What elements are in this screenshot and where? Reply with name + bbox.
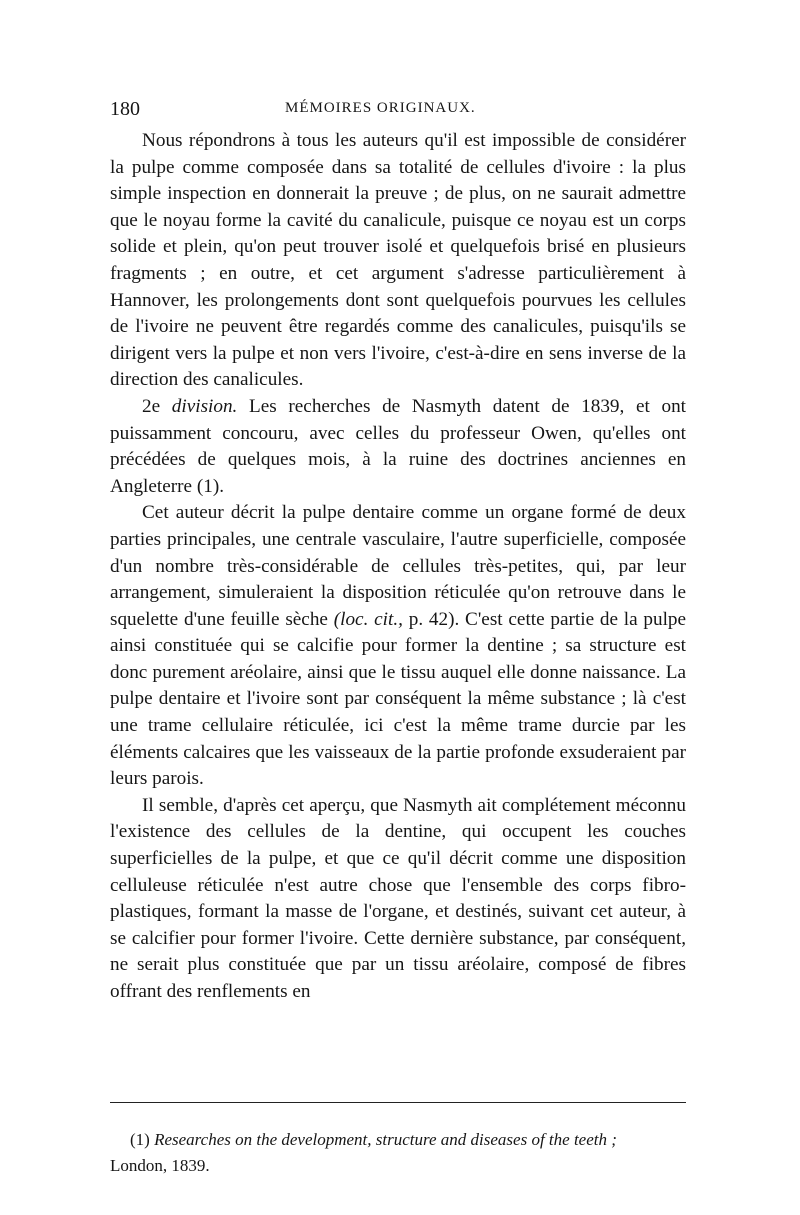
paragraph-4: Il semble, d'après cet aperçu, que Nasmyth ait complétement méconnu l'existence des cellules de la dentine, qui occupent les couches superficielles de la pulpe, et que ce qu'il décrit comme une disposition celluleuse réticulée n'est autre chose que l'ensemble des corps fibro-plastiques, formant la masse de l'organe, et destinés, suivant cet auteur, à se calcifier pour former l'ivoire. Cette dernière substance, par conséquent, ne serait plus constituée que par un tissu aréolaire, composé de fibres offrant des renflements en	[110, 794, 686, 1002]
footnote-marker: (1)	[130, 1130, 150, 1149]
division-number: 2e	[142, 395, 161, 417]
page-header	[110, 98, 680, 128]
footnote	[110, 1127, 690, 1179]
page-number: 180	[110, 98, 140, 120]
running-title: MÉMOIRES ORIGINAUX.	[285, 100, 476, 116]
division-label: division.	[171, 395, 238, 417]
paragraph-2-text: Les recherches de Nasmyth datent de 1839, et ont puissamment concouru, avec celles du professeur Owen, qu'elles ont précédées de quelques mois, à la ruine des doctrines anciennes en Angleterre (1).	[110, 395, 686, 497]
paragraph-2	[110, 394, 686, 500]
main-text	[110, 128, 686, 1006]
footnote-place-date: London, 1839.	[110, 1156, 210, 1175]
footnote-title: Researches on the development, structure and diseases of the teeth ;	[154, 1130, 617, 1149]
paragraph-3-rest: p. 42). C'est cette partie de la pulpe ainsi constituée qui se calcifie pour former la dentine ; sa structure est donc purement aréolaire, ainsi que le tissu auquel elle donne naissance. La pulpe dentaire et l'ivoire sont par conséquent la même substance ; là c'est une trame cellulaire réticulée, ici c'est la même trame durcie par les éléments calcaires que les vaisseaux de la partie profonde exsuderaient par leurs parois.	[110, 608, 687, 790]
paragraph-1: Nous répondrons à tous les auteurs qu'il est impossible de considérer la pulpe comme composée dans sa totalité de cellules d'ivoire : la plus simple inspection en donnerait la preuve ; de plus, on ne saurait admettre que le noyau forme la cavité du canalicule, puisque ce noyau est un corps solide et plein, qu'on peut trouver isolé et quelquefois brisé en plusieurs fragments ; en outre, et cet argument s'adresse particulièrement à Hannover, les prolongements dont sont quelquefois pourvues les cellules de l'ivoire ne peuvent être regardés comme des canalicules, puisqu'ils se dirigent vers la pulpe et non vers l'ivoire, c'est-à-dire en sens inverse de la direction des canalicules.	[110, 130, 686, 391]
paragraph-3	[110, 500, 686, 793]
footnote-rule	[110, 1102, 686, 1103]
citation: (loc. cit.,	[333, 608, 403, 630]
paragraph-3-main: Cet auteur décrit la pulpe dentaire comme un organe formé de deux parties principales, une centrale vasculaire, l'autre superficielle, composée d'un nombre très-considérable de cellules très-petites, qui, par leur arrangement, simuleraient la disposition réticulée qu'on retrouve dans le squelette d'une feuille sèche	[110, 502, 686, 630]
